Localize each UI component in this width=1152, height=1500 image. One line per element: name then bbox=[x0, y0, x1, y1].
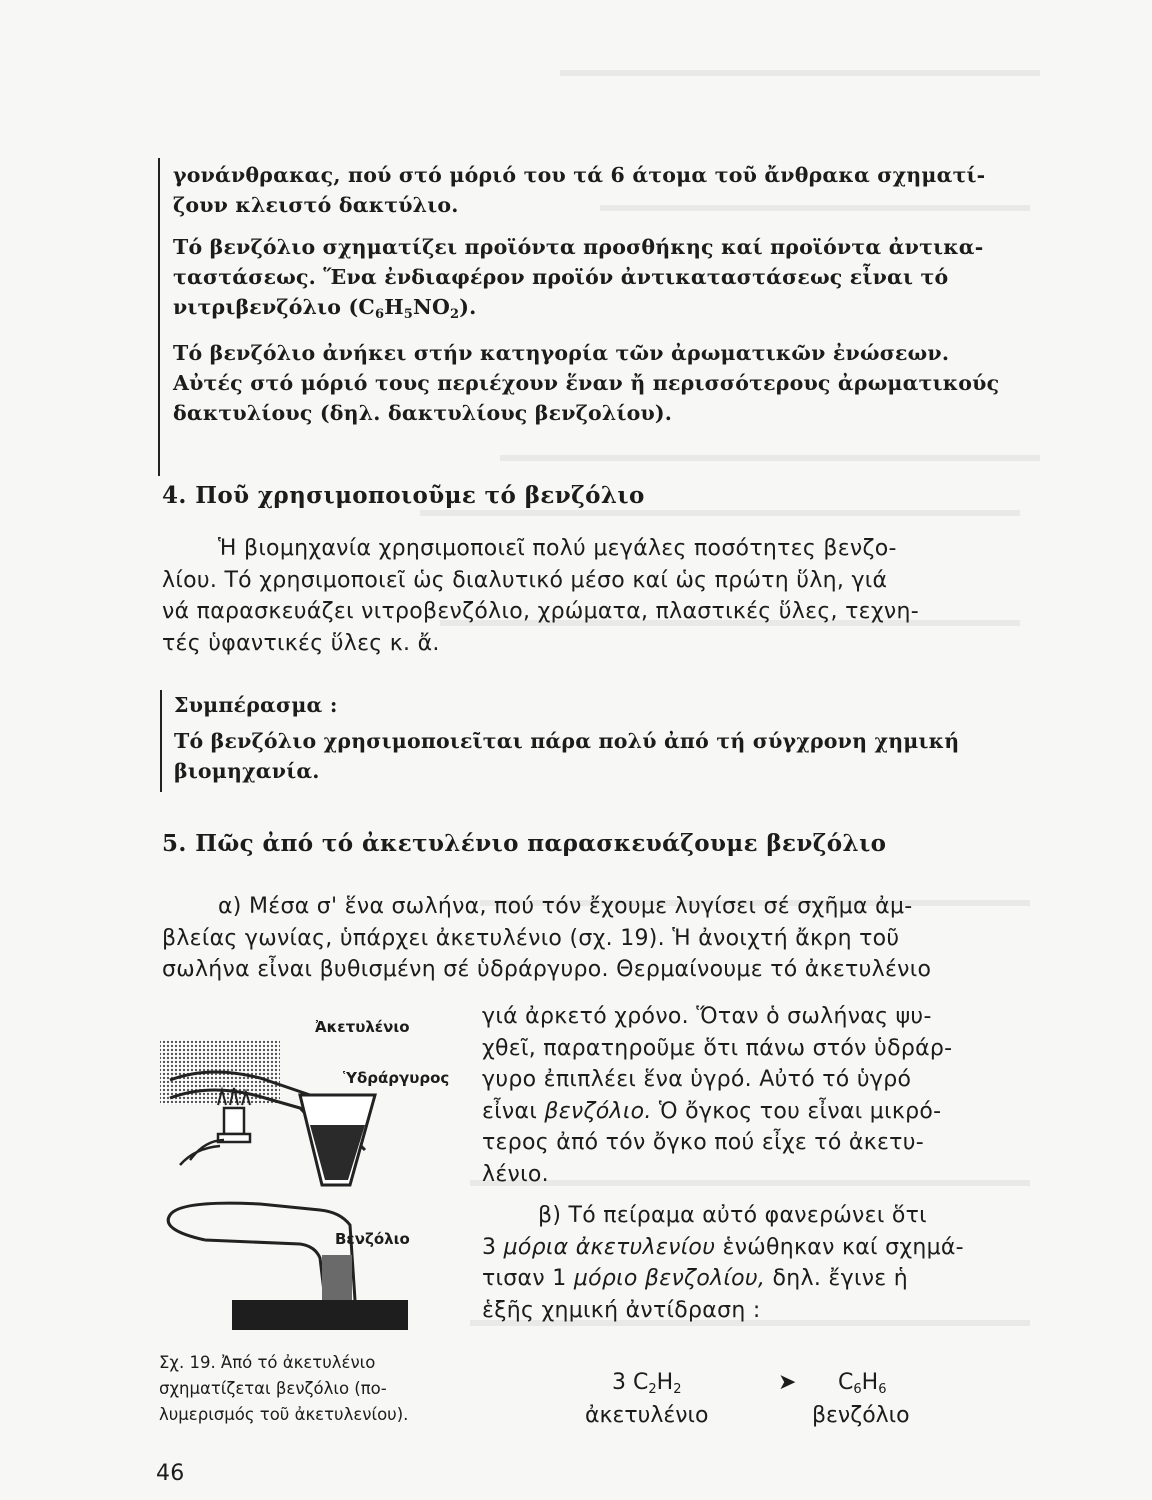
mercury-bath bbox=[232, 1300, 408, 1330]
caption-line-1: Σχ. 19. Ἀπό τό ἀκετυλένιο bbox=[159, 1353, 376, 1372]
section-5-a-line-3: σωλήνα εἶναι βυθισμένη σέ ὑδράργυρο. Θερμαίνουμε τό ἀκετυλένιο bbox=[162, 957, 932, 982]
section-5-a-line-4: γιά ἀρκετό χρόνο. Ὅταν ὁ σωλήνας ψυ- bbox=[482, 1004, 932, 1029]
equation-left: 3 $C_2H_2$ bbox=[612, 1370, 682, 1397]
intro-line-2: ζουν κλειστό δακτύλιο. bbox=[173, 193, 459, 217]
intro-para3-line-1: Τό βενζόλιο ἀνήκει στήν κατηγορία τῶν ἀρωματικῶν ἐνώσεων. bbox=[173, 341, 950, 365]
section-5-b-line-4: ἑξῆς χημική ἀντίδραση : bbox=[482, 1297, 761, 1323]
section-5-a-line-8: τερος ἀπό τόν ὄγκο πού εἶχε τό ἀκετυ- bbox=[482, 1130, 924, 1155]
equation-arrow: ➤ bbox=[778, 1370, 797, 1395]
figure-19-apparatus bbox=[150, 1000, 470, 1350]
section-5-a-line-1: α) Μέσα σ' ἕνα σωλήνα, πού τόν ἔχουμε λυγίσει σέ σχῆμα ἀμ- bbox=[218, 894, 913, 919]
intro-block bbox=[173, 160, 1036, 428]
intro-block-bar bbox=[158, 158, 166, 476]
section-4-body bbox=[162, 533, 1036, 659]
page-number: 46 bbox=[156, 1461, 185, 1486]
conclusion-title: Συμπέρασμα : bbox=[174, 693, 338, 717]
section-4-line-3: νά παρασκευάζει νιτροβενζόλιο, χρώματα, πλαστικές ὕλες, τεχνη- bbox=[162, 599, 919, 624]
section-5-a-line-5: χθεῖ, παρατηροῦμε ὅτι πάνω στόν ὑδράρ- bbox=[482, 1035, 953, 1061]
label-mercury: Ὑδράργυρος bbox=[343, 1069, 450, 1087]
equation-left-name: ἀκετυλένιο bbox=[585, 1403, 709, 1428]
label-benzene: Βενζόλιο bbox=[335, 1230, 410, 1248]
intro-para2-line-3: νιτριβενζόλιο $(C_6H_5NO_2)$. bbox=[173, 295, 477, 322]
intro-line-1: γονάνθρακας, πού στό μόριό του τά 6 άτομα τοῦ ἄνθρακα σχηματί- bbox=[173, 163, 986, 187]
equation-right-name: βενζόλιο bbox=[812, 1403, 910, 1428]
section-4-line-1: Ἡ βιομηχανία χρησιμοποιεῖ πολύ μεγάλες ποσότητες βενζο- bbox=[218, 536, 897, 561]
intro-para3-line-2: Αὐτές στό μόριό τους περιέχουν ἕναν ἤ περισσότερους ἀρωματικούς bbox=[173, 371, 1000, 395]
section-5-a-line-2: βλείας γωνίας, ὑπάρχει ἀκετυλένιο (σχ. 19). Ἡ ἀνοιχτή ἄκρη τοῦ bbox=[162, 925, 900, 951]
caption-line-3: λυμερισμός τοῦ ἀκετυλενίου). bbox=[159, 1405, 409, 1424]
section-4-line-4: τές ὑφαντικές ὕλες κ. ἄ. bbox=[162, 630, 440, 656]
section-4-line-2: λίου. Τό χρησιμοποιεῖ ὡς διαλυτικό μέσο καί ὡς πρώτη ὕλη, γιά bbox=[162, 567, 888, 593]
equation-right: $C_6H_6$ bbox=[838, 1370, 887, 1397]
figure-caption bbox=[159, 1350, 469, 1428]
intro-para3-line-3: δακτυλίους (δηλ. δακτυλίους βενζολίου). bbox=[173, 401, 673, 425]
intro-para2-line-2: ταστάσεως. Ἕνα ἐνδιαφέρον προϊόν ἀντικαταστάσεως εἶναι τό bbox=[173, 265, 949, 289]
conclusion-block bbox=[174, 690, 1036, 786]
label-acetylene: Ἀκετυλένιο bbox=[315, 1018, 410, 1036]
intro-para2-line-1: Τό βενζόλιο σχηματίζει προϊόντα προσθήκης καί προϊόντα ἀντικα- bbox=[173, 235, 984, 259]
conclusion-line-1: Τό βενζόλιο χρησιμοποιεῖται πάρα πολύ ἀπό τή σύγχρονη χημική bbox=[174, 729, 960, 753]
section-5-b-line-1: β) Τό πείραμα αὐτό φανερώνει ὅτι bbox=[538, 1203, 927, 1228]
section-5-b-line-2: 3 μόρια ἀκετυλενίου ἑνώθηκαν καί σχημά- bbox=[482, 1234, 964, 1260]
section-5-a-line-7: εἶναι βενζόλιο. Ὁ ὄγκος του εἶναι μικρό- bbox=[482, 1098, 942, 1124]
section-5-a-line-6: γυρο ἐπιπλέει ἕνα ὑγρό. Αὐτό τό ὑγρό bbox=[482, 1067, 912, 1092]
section-5-body-right bbox=[482, 1001, 1036, 1326]
caption-line-2: σχηματίζεται βενζόλιο (πο- bbox=[159, 1379, 387, 1398]
section-5-a-line-9: λένιο. bbox=[482, 1161, 549, 1187]
conclusion-line-2: βιομηχανία. bbox=[174, 759, 320, 783]
section-4-heading: 4. Ποῦ χρησιμοποιοῦμε τό βενζόλιο bbox=[162, 482, 645, 509]
section-5-b-line-3: τισαν 1 μόριο βενζολίου, δηλ. ἔγινε ἡ bbox=[482, 1266, 909, 1291]
conclusion-bar bbox=[160, 690, 168, 792]
section-5-body-top bbox=[162, 891, 1036, 986]
section-5-heading: 5. Πῶς ἀπό τό ἀκετυλένιο παρασκευάζουμε βενζόλιο bbox=[162, 830, 887, 857]
